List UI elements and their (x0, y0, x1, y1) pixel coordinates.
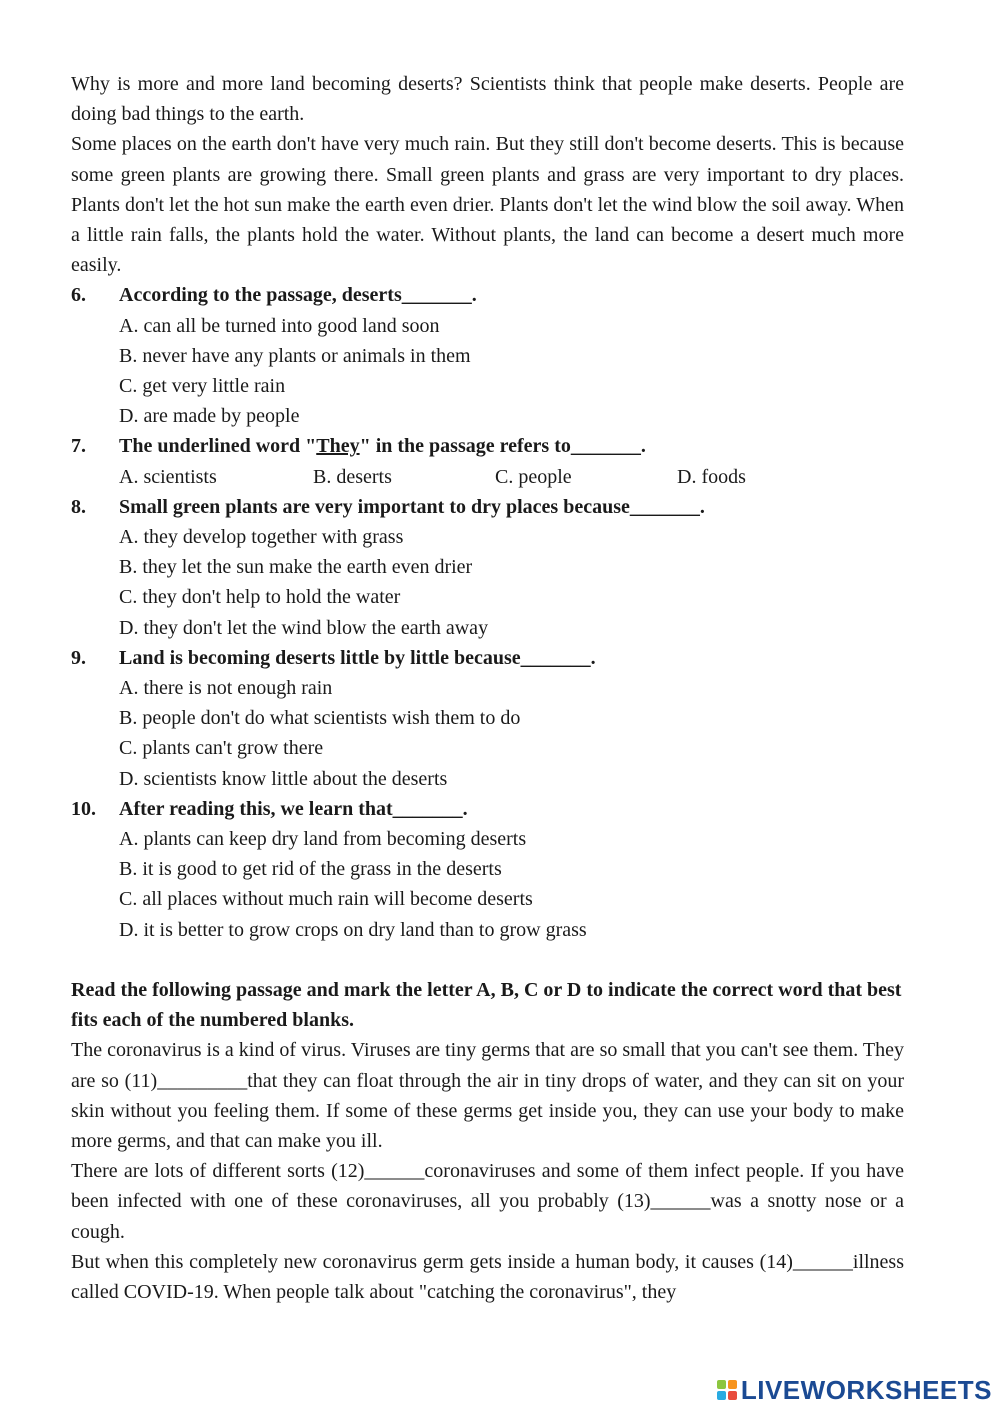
question-text: The underlined word "They" in the passage refers to_______. (119, 435, 646, 458)
option-9b: B. people don't do what scientists wish them to do (119, 707, 521, 730)
question-9 (71, 643, 904, 673)
passage2-paragraph-2: There are lots of different sorts (12)______coronaviruses and some of them infect people. If you have been infected with one of these coronaviruses, all you probably (13)______was a snotty nose or a cough. (71, 1160, 904, 1243)
option-6c: C. get very little rain (119, 375, 286, 398)
option-6d: D. are made by people (119, 405, 300, 428)
question-number: 8. (71, 495, 86, 518)
option-10b: B. it is good to get rid of the grass in the deserts (119, 858, 502, 881)
passage1-paragraph-1: Why is more and more land becoming deserts? Scientists think that people make deserts. People are doing bad things to the earth. (71, 73, 904, 126)
logo-icon (717, 1380, 737, 1400)
option-6b: B. never have any plants or animals in them (119, 344, 471, 367)
question-8 (71, 492, 904, 522)
option-10a: A. plants can keep dry land from becoming deserts (119, 828, 527, 851)
question-6 (71, 280, 904, 310)
option-10c: C. all places without much rain will become deserts (119, 888, 533, 911)
option-10d: D. it is better to grow crops on dry land than to grow grass (119, 918, 587, 941)
option-7b: B. deserts (313, 465, 392, 488)
passage2-paragraph-3: But when this completely new coronavirus germ gets inside a human body, it causes (14)______illness called COVID-19. When people talk about "catching the coronavirus", they (71, 1250, 904, 1303)
question-text: According to the passage, deserts_______. (119, 284, 477, 307)
question-number: 6. (71, 284, 86, 307)
option-7c: C. people (495, 465, 572, 488)
option-7a: A. scientists (119, 465, 217, 488)
option-9d: D. scientists know little about the deserts (119, 767, 448, 790)
options-row-7 (71, 462, 904, 492)
underlined-word: They (316, 435, 360, 458)
logo-text: LIVEWORKSHEETS (740, 1374, 992, 1405)
passage1-paragraph-2: Some places on the earth don't have very much rain. But they still don't become deserts. This is because some green plants are growing there. Small green plants and grass are very important to dry places. Plants don't let the hot sun make the earth even drier. Plants don't let the wind blow the soil away. When a little rain falls, the plants hold the water. Without plants, the land can become a desert much more easily. (71, 133, 904, 277)
question-text: After reading this, we learn that_______. (119, 797, 468, 820)
option-7d: D. foods (677, 465, 746, 488)
option-8a: A. they develop together with grass (119, 526, 404, 549)
option-8b: B. they let the sun make the earth even drier (119, 556, 473, 579)
option-9c: C. plants can't grow there (119, 737, 324, 760)
question-text: Land is becoming deserts little by little because_______. (119, 646, 596, 669)
option-8d: D. they don't let the wind blow the earth away (119, 616, 489, 639)
passage2-paragraph-1: The coronavirus is a kind of virus. Viruses are tiny germs that are so small that you can't see them. They are so (11)_________that they can float through the air in tiny drops of water, and they can sit on your skin without you feeling them. If some of these germs get inside you, they can use your body to make more germs, and that can make you ill. (71, 1039, 904, 1152)
question-7 (71, 431, 904, 461)
option-6a: A. can all be turned into good land soon (119, 314, 440, 337)
option-8c: C. they don't help to hold the water (119, 586, 401, 609)
question-number: 10. (71, 797, 96, 820)
worksheet-page (71, 69, 904, 1307)
liveworksheets-logo (717, 1373, 992, 1407)
section-instruction: Read the following passage and mark the letter A, B, C or D to indicate the correct word that best fits each of the numbered blanks. (71, 978, 902, 1032)
question-10 (71, 794, 904, 824)
question-number: 7. (71, 435, 86, 458)
question-text: Small green plants are very important to dry places because_______. (119, 495, 705, 518)
option-9a: A. there is not enough rain (119, 677, 333, 700)
question-number: 9. (71, 646, 86, 669)
